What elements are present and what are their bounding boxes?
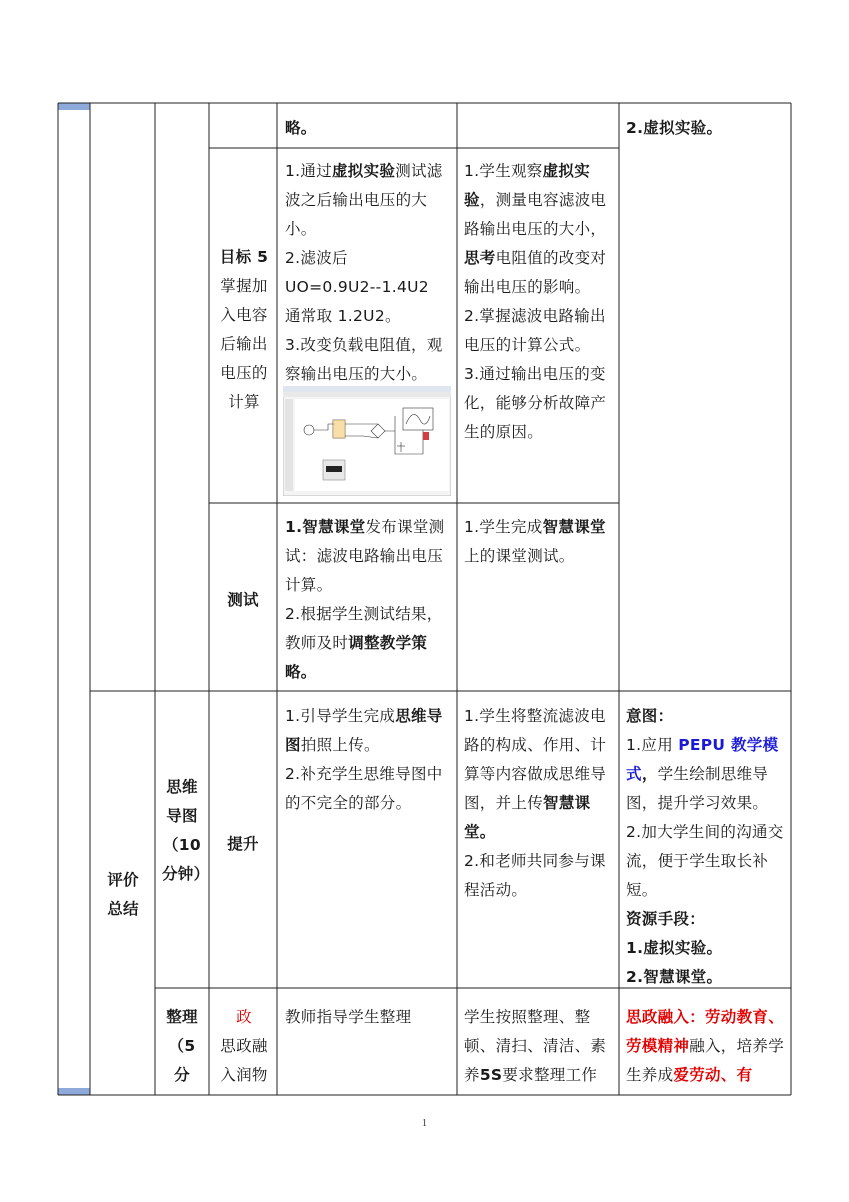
mindmap-student-1: 1.学生将整流滤波电路的构成、作用、计算等内容做成思维导图，并上传智慧课堂。	[464, 707, 607, 841]
accent-bar-top	[58, 103, 90, 110]
mindmap-student	[464, 702, 615, 905]
content-tail-text: 略。	[285, 119, 317, 137]
goal5-student-3: 3.通过输出电压的变化，能够分析故障产生的原因。	[464, 365, 607, 441]
goal5-teacher	[285, 157, 453, 389]
goal5-student	[464, 157, 615, 447]
accent-bar-bottom	[58, 1088, 90, 1095]
mindmap-section: 思维导图（10分钟）	[162, 778, 210, 883]
virtual-experiment-screenshot	[283, 386, 451, 496]
mindmap-teacher	[285, 702, 453, 818]
tidy-student: 学生按照整理、整顿、清扫、清洁、素养5S要求整理工作	[464, 1008, 607, 1084]
mindmap-student-2: 2.和老师共同参与课程活动。	[464, 852, 606, 899]
mindmap-label: 提升	[227, 835, 259, 853]
test-teacher	[285, 513, 453, 687]
tidy-teacher: 教师指导学生整理	[285, 1008, 412, 1026]
goal5-teacher-2: 2.滤波后	[285, 249, 348, 267]
goal5-teacher-formula: UO=0.9U2--1.4U2	[285, 278, 429, 296]
tidy-intent: 思政融入：劳动教育、劳模精神融入，培养学生养成爱劳动、有	[626, 1008, 785, 1084]
mindmap-teacher-2: 2.补充学生思维导图中的不完全的部分。	[285, 765, 443, 812]
resource-2: 2.智慧课堂。	[626, 968, 723, 986]
resource-title: 资源手段：	[626, 910, 706, 928]
goal5-label-bold: 目标 5	[219, 248, 269, 266]
goal5-teacher-typical: 通常取 1.2U2。	[285, 307, 401, 325]
test-student	[464, 513, 615, 571]
tidy-label: 政 思政融入润物	[220, 1008, 268, 1084]
goal5-teacher-1: 1.通过虚拟实验测试滤波之后输出电压的大小。	[285, 162, 443, 238]
tidy-section: 整理（5分	[166, 1008, 198, 1084]
mindmap-teacher-1: 1.引导学生完成思维导图拍照上传。	[285, 707, 443, 754]
mindmap-intent	[626, 702, 786, 992]
page-number: 1	[422, 1118, 427, 1129]
content-tail	[285, 114, 453, 143]
goal5-student-think: 思考电阻值的改变对输出电压的影响。	[464, 249, 607, 296]
intent-title: 意图：	[626, 707, 674, 725]
intent-2: 2.加大学生间的沟通交流，便于学生取长补短。	[626, 823, 784, 899]
test-student-1: 1.学生完成智慧课堂上的课堂测试。	[464, 518, 606, 565]
resource-1: 1.虚拟实验。	[626, 939, 723, 957]
resource-tail-text: 2.虚拟实验。	[626, 119, 723, 137]
intent-1: 1.应用 PEPU 教学模式，学生绘制思维导图，提升学习效果。	[626, 736, 779, 812]
test-label: 测试	[227, 591, 259, 609]
goal5-student-1: 1.学生观察虚拟实验，测量电容滤波电路输出电压的大小，	[464, 162, 607, 238]
goal5-label-rest: 掌握加入电容后输出电压的计算	[220, 277, 268, 411]
goal5-label	[214, 243, 274, 417]
test-teacher-2: 2.根据学生测试结果，教师及时调整教学策略。	[285, 605, 443, 681]
goal5-student-2: 2.掌握滤波电路输出电压的计算公式。	[464, 307, 606, 354]
resource-tail	[626, 114, 786, 143]
goal5-teacher-3: 3.改变负载电阻值，观察输出电压的大小。	[285, 336, 443, 383]
test-teacher-1: 1.智慧课堂发布课堂测试：滤波电路输出电压计算。	[285, 518, 445, 594]
stage-label: 评价总结	[107, 871, 139, 918]
